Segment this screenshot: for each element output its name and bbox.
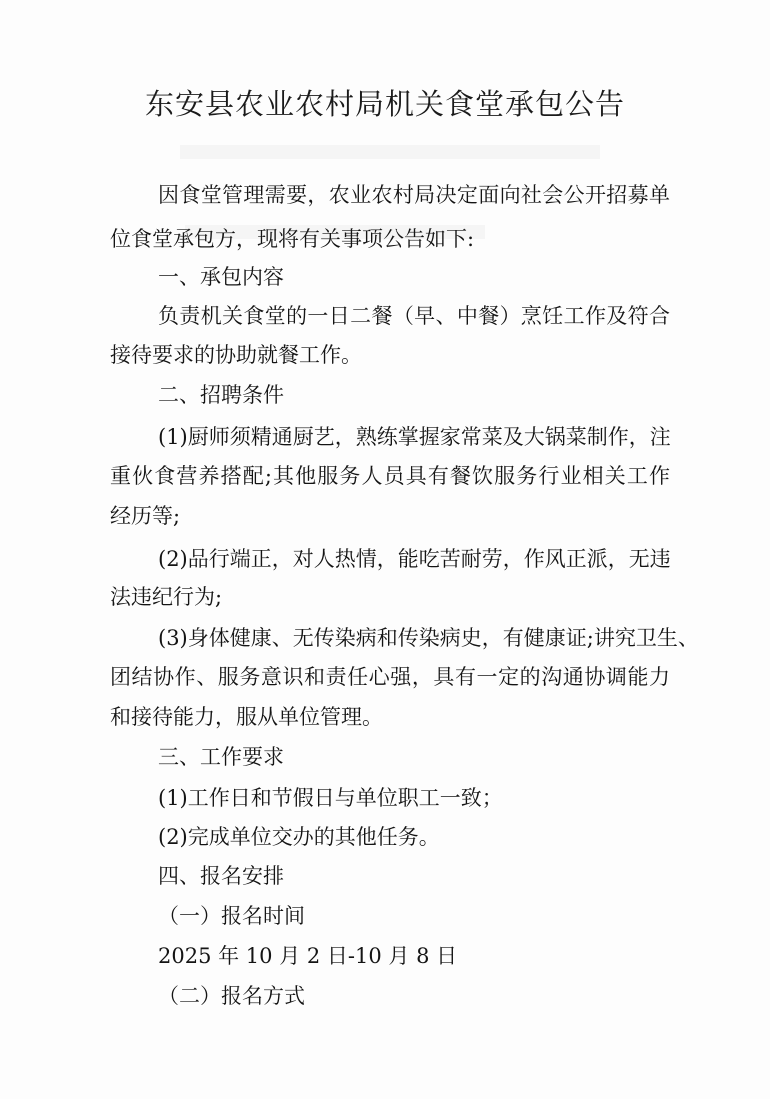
section-1-text-line-2: 接待要求的协助就餐工作。 — [110, 343, 362, 367]
section-4-sub-1-heading: （一）报名时间 — [158, 904, 305, 928]
document-title: 东安县农业农村局机关食堂承包公告 — [144, 87, 625, 121]
section-4-heading: 四、报名安排 — [158, 864, 284, 888]
intro-line-2: 位食堂承包方，现将有关事项公告如下: — [110, 227, 475, 251]
section-1-text-line-1: 负责机关食堂的一日二餐（早、中餐）烹饪工作及符合 — [158, 304, 670, 328]
section-3-heading: 三、工作要求 — [158, 745, 284, 769]
section-3-item-2: (2)完成单位交办的其他任务。 — [158, 825, 440, 849]
section-3-item-1: (1)工作日和节假日与单位职工一致； — [158, 786, 503, 810]
section-2-item-3-line-2: 团结协作、服务意识和责任心强，具有一定的沟通协调能力 — [110, 665, 670, 689]
section-2-item-3-line-1: (3)身体健康、无传染病和传染病史，有健康证;讲究卫生、 — [158, 626, 699, 650]
section-2-item-1-line-2: 重伙食营养搭配;其他服务人员具有餐饮服务行业相关工作 — [110, 464, 670, 488]
section-2-item-2-line-2: 法违纪行为; — [110, 585, 223, 609]
section-2-item-1-line-3: 经历等; — [110, 504, 181, 528]
section-2-heading: 二、招聘条件 — [158, 383, 284, 407]
section-2-item-3-line-3: 和接待能力，服从单位管理。 — [110, 705, 383, 729]
intro-line-1: 因食堂管理需要，农业农村局决定面向社会公开招募单 — [158, 183, 670, 207]
section-4-sub-2-heading: （二）报名方式 — [158, 984, 305, 1008]
section-2-item-2-line-1: (2)品行端正，对人热情，能吃苦耐劳，作风正派，无违 — [158, 547, 671, 571]
bleed-through-shadow — [180, 145, 600, 159]
section-2-item-1-line-1: (1)厨师须精通厨艺，熟练掌握家常菜及大锅菜制作，注 — [158, 425, 671, 449]
section-4-sub-1-text: 2025 年 10 月 2 日-10 月 8 日 — [158, 944, 458, 968]
section-1-heading: 一、承包内容 — [158, 265, 284, 289]
